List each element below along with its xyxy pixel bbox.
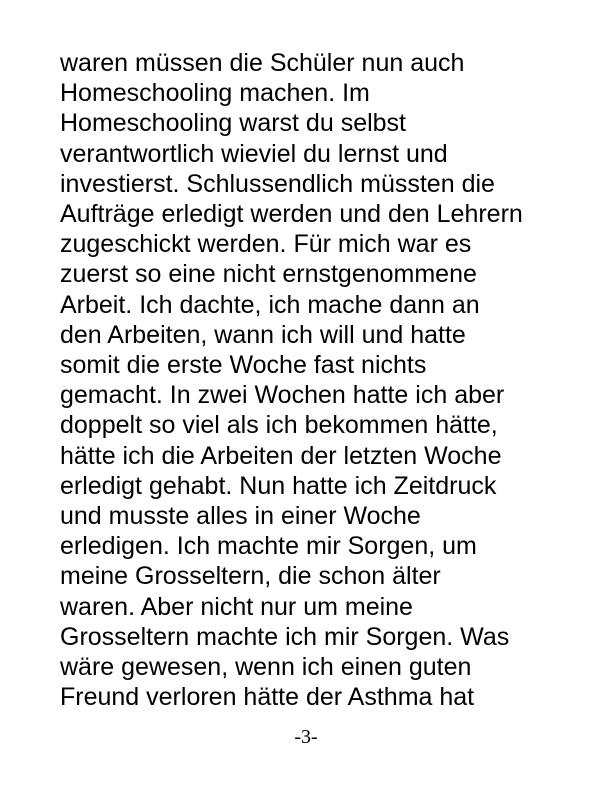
text-line: Arbeit. Ich dachte, ich mache dann an (60, 290, 480, 319)
text-line: erledigen. Ich machte mir Sorgen, um (60, 532, 477, 561)
text-line: Homeschooling machen. Im (60, 79, 370, 108)
text-line: waren müssen die Schüler nun auch (60, 49, 465, 77)
text-line: Freund verloren hätte der Asthma hat (60, 683, 475, 712)
text-line: gemacht. In zwei Wochen hatte ich aber (60, 381, 505, 410)
body-text (60, 48, 600, 712)
text-line: doppelt so viel als ich bekommen hätte, (60, 411, 498, 440)
text-line: waren. Aber nicht nur um meine (60, 592, 413, 621)
text-line: zuerst so eine nicht ernstgenommene (60, 260, 477, 289)
text-line: den Arbeiten, wann ich will und hatte (60, 320, 466, 349)
text-line: hätte ich die Arbeiten der letzten Woche (60, 441, 502, 470)
text-line: verantwortlich wieviel du lernst und (60, 139, 448, 168)
text-line: zugeschickt werden. Für mich war es (60, 230, 472, 259)
text-line: Homeschooling warst du selbst (60, 109, 406, 138)
text-line: wäre gewesen, wenn ich einen guten (60, 653, 472, 682)
text-line: investierst. Schlussendlich müssten die (60, 169, 495, 198)
text-line: meine Grosseltern, die schon älter (60, 562, 441, 591)
text-line: erledigt gehabt. Nun hatte ich Zeitdruck (60, 471, 497, 500)
text-line: somit die erste Woche fast nichts (60, 351, 427, 380)
page-number: -3- (294, 726, 318, 748)
text-line: Aufträge erledigt werden und den Lehrern (60, 200, 523, 229)
text-line: Grosseltern machte ich mir Sorgen. Was (60, 622, 510, 651)
text-line: und musste alles in einer Woche (60, 502, 421, 531)
